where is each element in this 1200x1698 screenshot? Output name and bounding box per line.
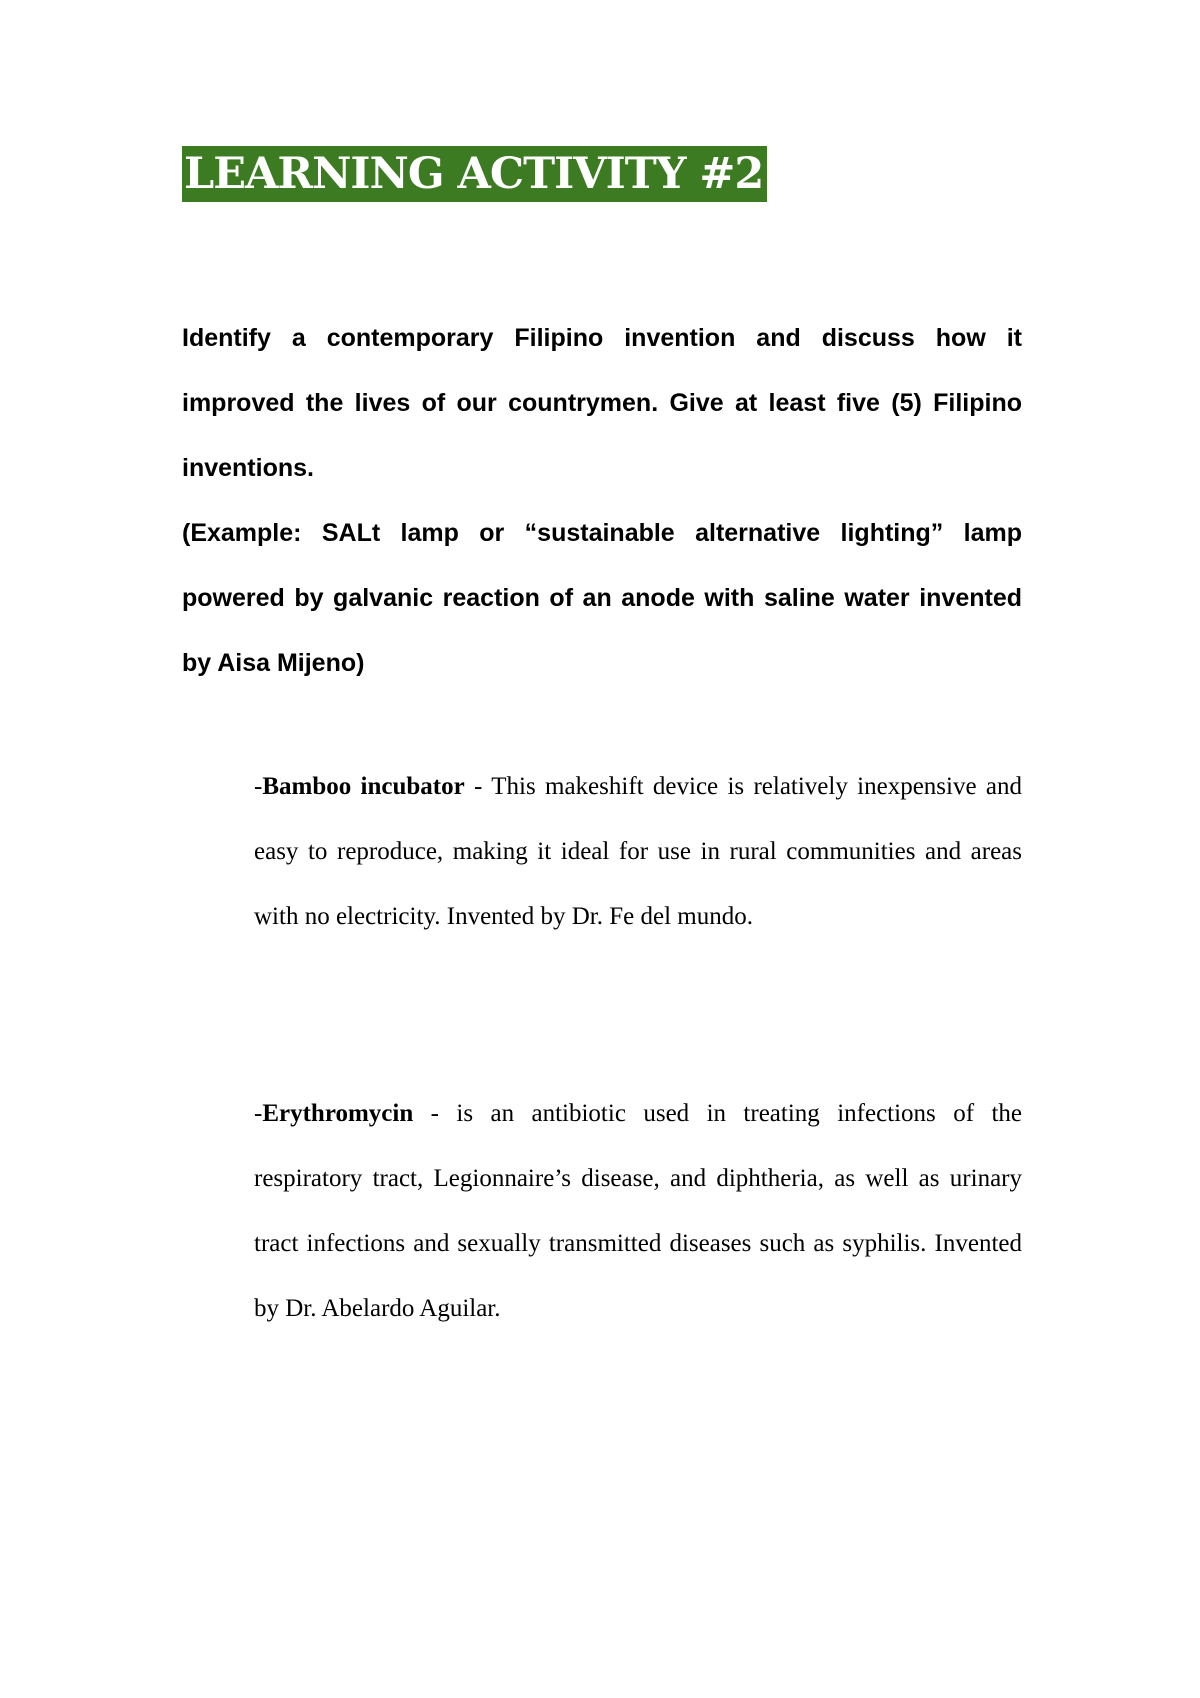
invention-prefix: - xyxy=(254,773,263,800)
invention-prefix: - xyxy=(254,1100,263,1127)
instructions-paragraph: Identify a contemporary Filipino invention and discuss how it improved the lives of our countrymen. Give at least five (5) Filipino inventions. xyxy=(182,324,1022,482)
invention-entry-erythromycin xyxy=(254,1081,1022,1341)
invention-name: Bamboo incubator xyxy=(262,773,465,800)
invention-description: - This makeshift device is relatively inexpensive and easy to reproduce, making it ideal for use in rural communities and areas with no electricity. Invented by Dr. Fe del mundo. xyxy=(254,773,1022,930)
instructions-example: (Example: SALt lamp or “sustainable alternative lighting” lamp powered by galvanic reaction of an anode with saline water invented by Aisa Mijeno) xyxy=(182,519,1022,677)
page-title: LEARNING ACTIVITY #2 xyxy=(182,146,767,202)
invention-description: - is an antibiotic used in treating infections of the respiratory tract, Legionnaire’s disease, and diphtheria, as well as urinary tract infections and sexually transmitted diseases such as syphilis. Invented by Dr. Abelardo Aguilar. xyxy=(254,1100,1022,1322)
invention-name: Erythromycin xyxy=(262,1100,414,1127)
invention-entry-bamboo-incubator xyxy=(254,754,1022,949)
instructions-block xyxy=(182,306,1022,696)
